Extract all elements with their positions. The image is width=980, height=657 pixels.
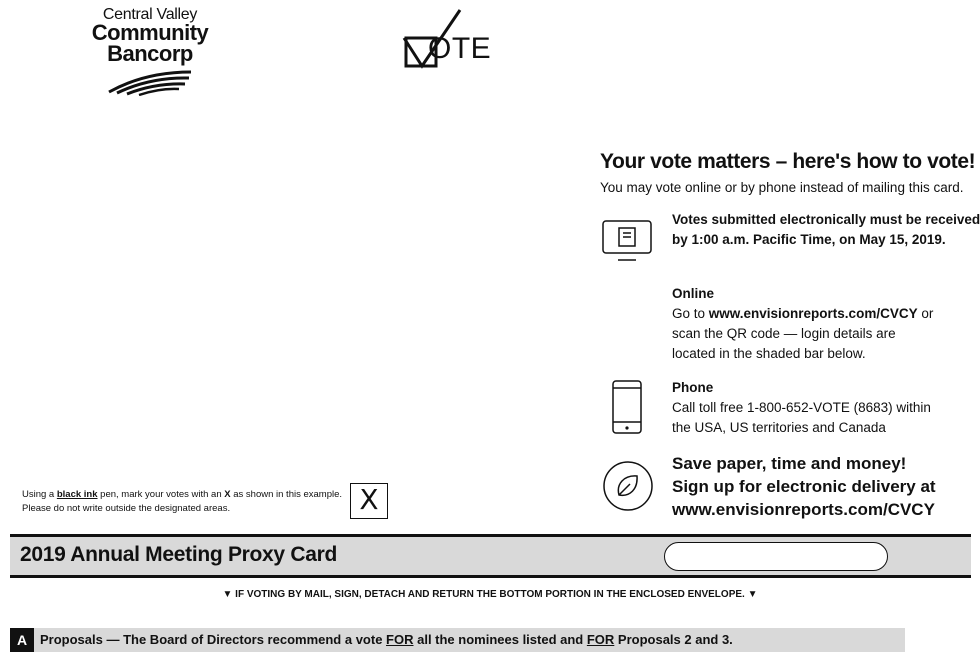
divider-bottom <box>10 575 971 578</box>
proposals-for-2: FOR <box>586 632 615 647</box>
phone-line-1: Call toll free 1-800-652-VOTE (8683) within <box>672 400 931 415</box>
deadline-notice <box>672 210 980 250</box>
phone-icon <box>612 380 642 436</box>
online-section <box>672 284 933 364</box>
online-url[interactable]: www.envisionreports.com/CVCY <box>708 306 918 321</box>
instruction-line-1 <box>22 488 342 502</box>
phone-line-2: the USA, US territories and Canada <box>672 420 886 435</box>
instruction-line-2: Please do not write outside the designated areas. <box>22 503 231 514</box>
proxy-card-title: 2019 Annual Meeting Proxy Card <box>20 543 337 566</box>
logo-line-1: Central Valley <box>102 6 198 23</box>
computer-icon <box>602 220 654 264</box>
example-mark-box: X <box>350 483 388 519</box>
marking-instructions <box>22 488 342 516</box>
proposals-text-mid: all the nominees listed and <box>413 632 587 647</box>
logo-fields-icon <box>105 66 195 96</box>
info-subtitle: You may vote online or by phone instead of mailing this card. <box>600 180 964 195</box>
save-line-2: Sign up for electronic delivery at <box>672 477 936 496</box>
info-title: Your vote matters – here's how to vote! <box>600 150 976 173</box>
online-or: or <box>917 306 934 321</box>
leaf-icon <box>602 460 654 512</box>
save-line-1: Save paper, time and money! <box>672 454 907 473</box>
instr-using: Using a <box>22 489 57 500</box>
phone-section <box>672 378 931 438</box>
save-line-3[interactable]: www.envisionreports.com/CVCY <box>672 500 935 519</box>
vote-logo <box>402 8 512 72</box>
online-line-1 <box>672 304 933 324</box>
logo-line-2: Community <box>91 20 209 45</box>
company-logo <box>80 6 220 101</box>
electronic-delivery <box>672 452 936 521</box>
instr-as-shown: as shown in this example. <box>230 489 343 500</box>
deadline-line-1: Votes submitted electronically must be received <box>672 212 980 227</box>
instr-x: X <box>224 489 231 500</box>
online-line-2: scan the QR code — login details are <box>672 326 896 341</box>
vote-text: OTE <box>428 32 492 65</box>
logo-line-3: Bancorp <box>107 41 193 66</box>
control-number-field <box>664 542 888 571</box>
instr-rest: pen, mark your votes with an <box>97 489 225 500</box>
proposals-for-1: FOR <box>386 632 414 647</box>
online-go-to: Go to <box>672 306 709 321</box>
proposals-text-start: Proposals — The Board of Directors recommend a vote <box>40 632 387 647</box>
online-heading: Online <box>672 286 715 301</box>
section-tag: A <box>10 628 34 652</box>
phone-heading: Phone <box>672 380 714 395</box>
mail-instruction: ▼ IF VOTING BY MAIL, SIGN, DETACH AND RETURN THE BOTTOM PORTION IN THE ENCLOSED ENVELOPE. ▼ <box>222 589 758 600</box>
deadline-line-2: by 1:00 a.m. Pacific Time, on May 15, 2019. <box>672 232 946 247</box>
instr-black-ink: black ink <box>56 489 98 500</box>
proposals-heading <box>40 632 733 647</box>
online-line-3: located in the shaded bar below. <box>672 346 866 361</box>
proposals-text-end: Proposals 2 and 3. <box>614 632 733 647</box>
